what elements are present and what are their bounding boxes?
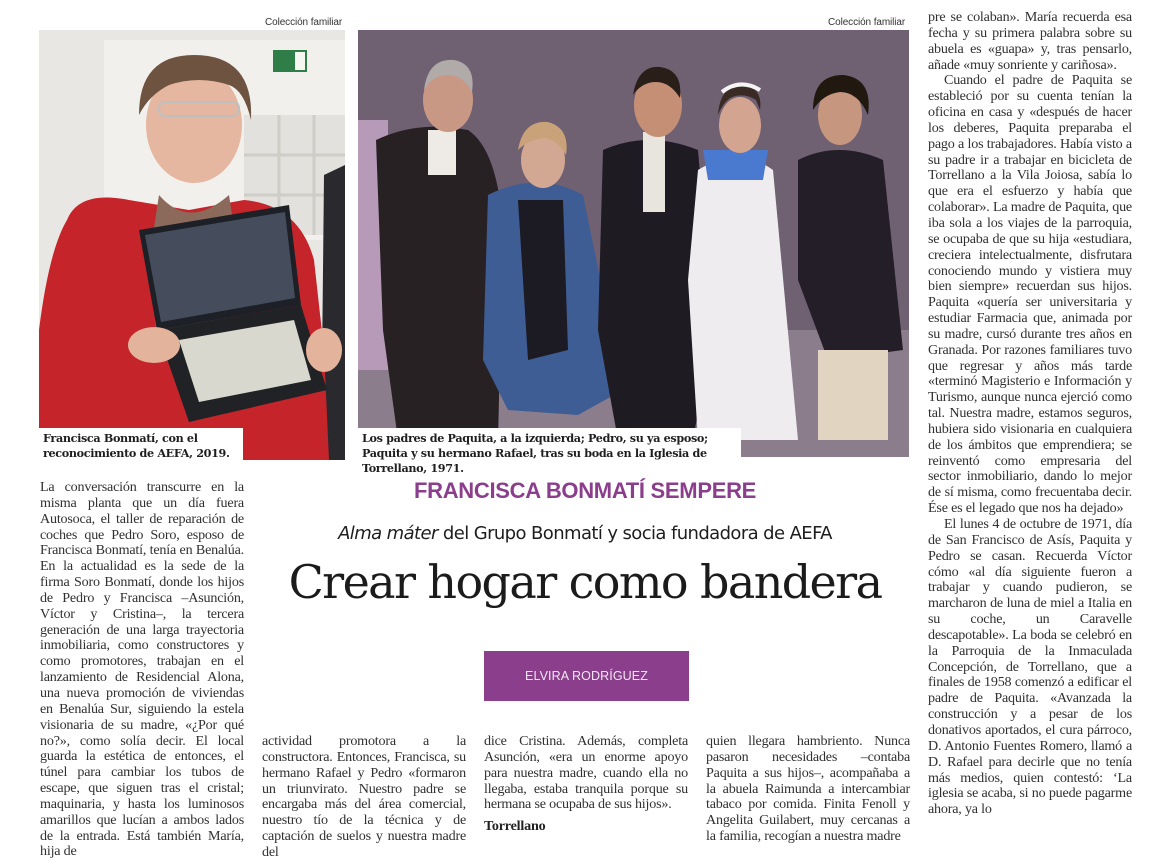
portrait-photo-caption: Francisca Bonmatí, con el reconocimiento de AEFA, 2019. (39, 428, 243, 464)
column-1-paragraph: La conversación transcurre en la misma planta que un día fuera Autosoca, el taller de reparación de coches que Pedro Soro, esposo de Francisca Bonmatí, tenía en Benalúa. En la actualidad es la sede de la firma Soro Bonmatí, donde los hijos de Pedro y Francisca –Asunción, Víctor y Cristina–, la tercera generación de una larga trayectoria inmobiliaria, como constructores y como promotores, trabajan en el lanzamiento de Residencial Alona, una nueva promoción de viviendas en Benalúa Sur, siguiendo la estela visionaria de su madre, «¿Por qué no?», como solía decir. El local guarda la estética de entonces, el túnel para cambiar los tubos de escape, que siguen tras el cristal; maquinaria, y hasta los luminosos amarillos que lucían a ambos lados de la entrada. Está también María, hija de (40, 479, 244, 860)
subtitle (260, 523, 910, 544)
column-5-paragraph-1: pre se colaban». María recuerda esa fecha y su primera palabra sobre su abuela es «guapa» y, tras pensarlo, añade «muy sonriente y cariñosa». (928, 9, 1132, 73)
column-4-paragraph: quien llegara hambriento. Nunca pasaron necesidades –contaba Paquita a sus hijos–, acompañaba a la abuela Raimunda a intercambiar tabaco por comida. Finita Fenoll y Angelita Guilabert, muy cercanas a la familia, recogían a nuestra madre (706, 733, 910, 845)
column-2 (262, 734, 466, 861)
byline-author: ELVIRA RODRÍGUEZ (525, 669, 648, 683)
headline: Crear hogar como bandera (288, 555, 882, 609)
column-3-paragraph: dice Cristina. Además, completa Asunción, «era un enorme apoyo para nuestra madre, cuando ella no llegaba, estaba tranquila porque su hermana se ocupaba de sus hijos». (484, 733, 688, 813)
wedding-photo-image (358, 30, 909, 457)
section-subhead: Torrellano (484, 818, 546, 835)
kicker: FRANCISCA BONMATÍ SEMPERE (413, 478, 757, 503)
column-4 (706, 734, 910, 845)
column-1 (40, 480, 244, 860)
portrait-photo-image (39, 30, 345, 460)
column-5 (928, 10, 1132, 818)
column-5-paragraph-3: El lunes 4 de octubre de 1971, día de San Francisco de Asís, Paquita y Pedro se casan. Recuerda Víctor cómo «al día siguiente fueron a trabajar y cuando pudieron, se marcharon de luna de miel a Italia en su coche, un Caravelle descapotable». La boda se celebró en la Parroquia de la Inmaculada Concepción, de Torrellano, que a finales de 1958 comenzó a edificar el padre de Paquita. «Avanzada la construcción y a pesar de los donativos aportados, el cura párroco, D. Antonio Fuentes Romero, llamó a D. Rafael para decirle que no tenía más medios, quien contestó: ‘La iglesia se acaba, si no puede pagarme ahora, ya lo (928, 516, 1132, 818)
portrait-photo-credit: Colección familiar (265, 17, 343, 28)
portrait-photo (39, 30, 345, 460)
column-5-paragraph-2: Cuando el padre de Paquita se estableció por su cuenta tenían la oficina en casa y «después de hacer los deberes, Paquita preparaba el pago a los trabajadores. Había visto a su padre ir a trabajar en bicicleta de Torrellano a la Vila Joiosa, sabía lo que era el esfuerzo y había que colaborar». La madre de Paquita, que iba sola a los viajes de la parroquia, se ocupaba de que su hija «estudiara, creciera intelectualmente, disfrutara conociendo mundo y vistiera muy bien siempre» recuerdan sus hijos. Paquita «quería ser universitaria y estudiar Farmacia que, animada por su madre, cursó durante tres años en Granada. Por razones familiares tuvo que regresar y años más tarde «terminó Magisterio e Información y Turismo, aunque nunca ejerció como tal. Nuestra madre, estamos seguros, hubiera sido visionaria en cualquiera de los ámbitos que emprendiera; se reinventó como empresaria del sector inmobiliario, dando lo mejor de sí misma, como frecuentaba decir. Ése es el legado que nos ha dejado» (928, 72, 1132, 517)
subtitle-rest: del Grupo Bonmatí y socia fundadora de AEFA (437, 523, 832, 544)
column-3 (484, 734, 688, 835)
wedding-photo (358, 30, 909, 457)
wedding-photo-credit: Colección familiar (828, 17, 906, 28)
byline-badge (484, 651, 689, 701)
wedding-photo-caption: Los padres de Paquita, a la izquierda; Pedro, su ya esposo; Paquita y su hermano Rafael, tras su boda en la Iglesia de Torrellano, 1971. (358, 428, 741, 479)
column-2-paragraph: actividad promotora a la constructora. Entonces, Francisca, su hermano Rafael y Pedro «formaron un triunvirato. Nuestro padre se encargaba más del área comercial, nuestro tío de la técnica y de captación de suelos y nuestra madre del (262, 733, 466, 860)
subtitle-italic: Alma máter (338, 523, 438, 544)
